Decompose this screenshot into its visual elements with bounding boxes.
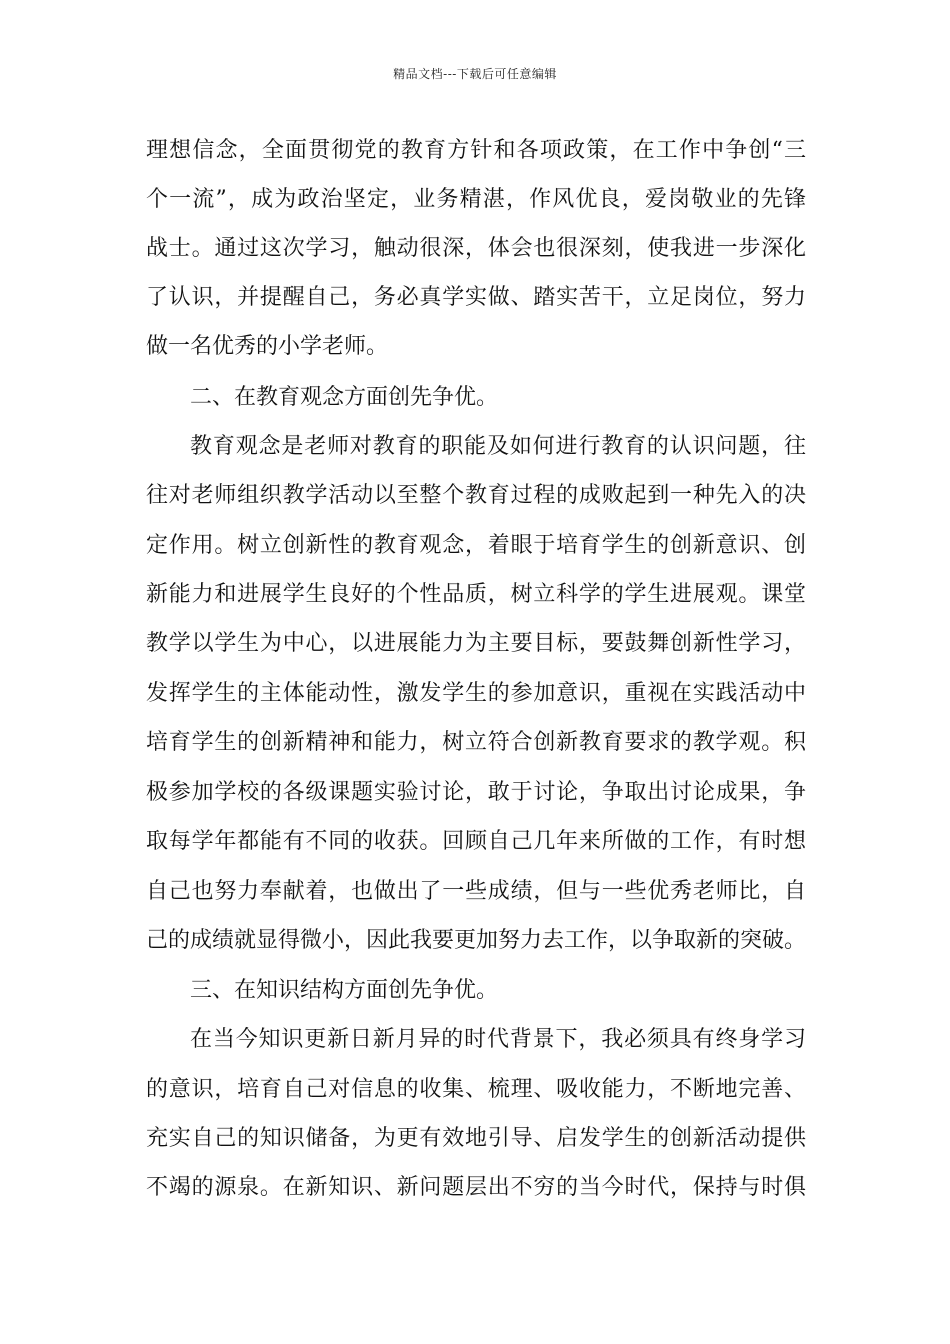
body-text-line: 做一名优秀的小学老师。 bbox=[146, 334, 389, 359]
body-text-line: 的意识，培育自己对信息的收集、梳理、吸收能力，不断地完善、 bbox=[146, 1077, 806, 1102]
body-text-line: 新能力和进展学生良好的个性品质，树立科学的学生进展观。课堂 bbox=[146, 582, 806, 607]
body-text-line: 战士。通过这次学习，触动很深，体会也很深刻，使我进一步深化 bbox=[146, 236, 806, 261]
page-header: 精品文档---下载后可任意编辑 bbox=[393, 67, 557, 81]
body-text-line: 取每学年都能有不同的收获。回顾自己几年来所做的工作，有时想 bbox=[146, 829, 806, 854]
body-text-line: 培育学生的创新精神和能力，树立符合创新教育要求的教学观。积 bbox=[146, 730, 806, 755]
body-text-line: 发挥学生的主体能动性，激发学生的参加意识，重视在实践活动中 bbox=[146, 681, 806, 706]
body-text-line: 定作用。树立创新性的教育观念，着眼于培育学生的创新意识、创 bbox=[146, 533, 806, 558]
body-text-line: 充实自己的知识储备，为更有效地引导、启发学生的创新活动提供 bbox=[146, 1126, 806, 1151]
body-text-line: 自己也努力奉献着，也做出了一些成绩，但与一些优秀老师比，自 bbox=[146, 879, 806, 904]
section-heading: 二、在教育观念方面创先争优。 bbox=[190, 385, 499, 410]
section-heading: 三、在知识结构方面创先争优。 bbox=[190, 978, 499, 1003]
body-text-line: 在当今知识更新日新月异的时代背景下，我必须具有终身学习 bbox=[190, 1027, 806, 1052]
body-text-line: 教学以学生为中心，以进展能力为主要目标，要鼓舞创新性学习， bbox=[146, 631, 806, 656]
body-text-line: 个一流”，成为政治坚定，业务精湛，作风优良，爱岗敬业的先锋 bbox=[146, 187, 806, 212]
body-text-line: 己的成绩就显得微小，因此我要更加努力去工作，以争取新的突破。 bbox=[146, 928, 807, 953]
body-text-line: 教育观念是老师对教育的职能及如何进行教育的认识问题，往 bbox=[190, 434, 806, 459]
body-text-line: 不竭的源泉。在新知识、新问题层出不穷的当今时代，保持与时俱 bbox=[146, 1175, 806, 1200]
body-text-line: 极参加学校的各级课题实验讨论，敢于讨论，争取出讨论成果，争 bbox=[146, 780, 806, 805]
body-text-line: 往对老师组织教学活动以至整个教育过程的成败起到一种先入的决 bbox=[146, 483, 806, 508]
body-text-line: 了认识，并提醒自己，务必真学实做、踏实苦干，立足岗位，努力 bbox=[146, 285, 806, 310]
body-text-line: 理想信念，全面贯彻党的教育方针和各项政策，在工作中争创“三 bbox=[146, 138, 806, 163]
